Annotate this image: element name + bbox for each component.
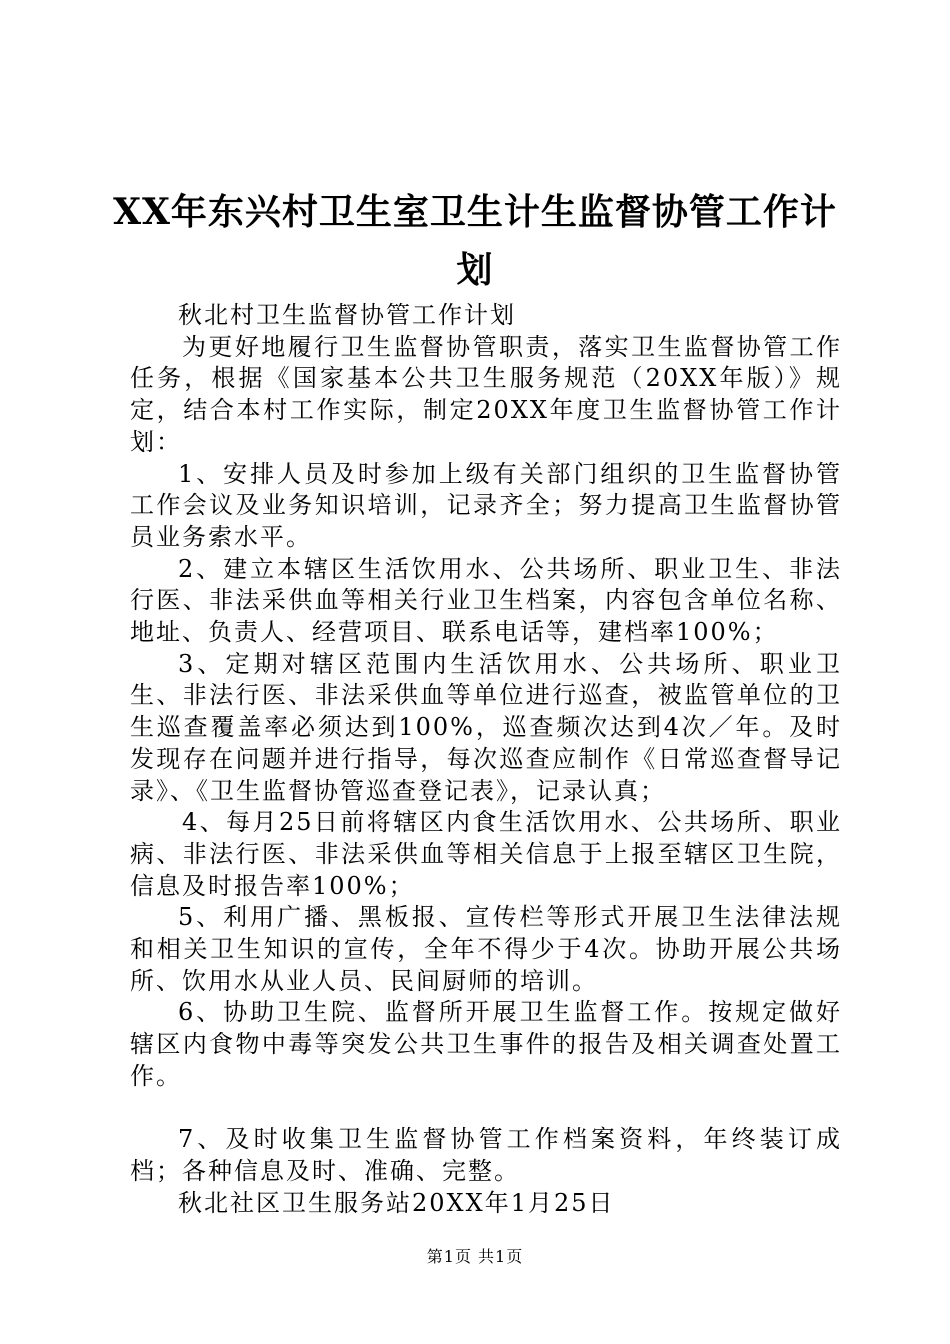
paragraph-item-4: 4、每月25日前将辖区内食生活饮用水、公共场所、职业病、非法行医、非法采供血等相关信息于上报至辖区卫生院，信息及时报告率100%； xyxy=(130,808,842,900)
paragraph-item-7: 7、及时收集卫生监督协管工作档案资料，年终装订成档；各种信息及时、准确、完整。 xyxy=(130,1125,842,1185)
paragraph-item-1: 1、安排人员及时参加上级有关部门组织的卫生监督协管工作会议及业务知识培训，记录齐全；努力提高卫生监督协管员业务索水平。 xyxy=(130,459,842,551)
paragraph-signature: 秋北社区卫生服务站20XX年1月25日 xyxy=(178,1188,615,1217)
document-body xyxy=(130,300,842,1219)
paragraph-subtitle: 秋北村卫生监督协管工作计划 xyxy=(178,301,516,329)
paragraph-intro: 为更好地履行卫生监督协管职责，落实卫生监督协管工作任务，根据《国家基本公共卫生服务规范（20XX年版）》规定，结合本村工作实际，制定20XX年度卫生监督协管工作计划： xyxy=(130,332,842,456)
document-title-line2: 划 xyxy=(456,249,494,291)
paragraph-item-5: 5、利用广播、黑板报、宣传栏等形式开展卫生法律法规和相关卫生知识的宣传，全年不得少于4次。协助开展公共场所、饮用水从业人员、民间厨师的培训。 xyxy=(130,903,842,995)
paragraph-item-2: 2、建立本辖区生活饮用水、公共场所、职业卫生、非法行医、非法采供血等相关行业卫生档案，内容包含单位名称、地址、负责人、经营项目、联系电话等，建档率100%； xyxy=(130,554,842,647)
page-footer: 第1页 共1页 xyxy=(426,1247,524,1266)
document-title-line1: XX年东兴村卫生室卫生计生监督协管工作计 xyxy=(113,191,837,233)
paragraph-item-3: 3、定期对辖区范围内生活饮用水、公共场所、职业卫生、非法行医、非法采供血等单位进行巡查，被监管单位的卫生巡查覆盖率必须达到100%，巡查频次达到4次／年。及时发现存在问题并进行指导，每次巡查应制作《日常巡查督导记录》、《卫生监督协管巡查登记表》，记录认真； xyxy=(130,649,842,805)
paragraph-item-6: 6、协助卫生院、监督所开展卫生监督工作。按规定做好辖区内食物中毒等突发公共卫生事件的报告及相关调查处置工作。 xyxy=(130,998,842,1090)
